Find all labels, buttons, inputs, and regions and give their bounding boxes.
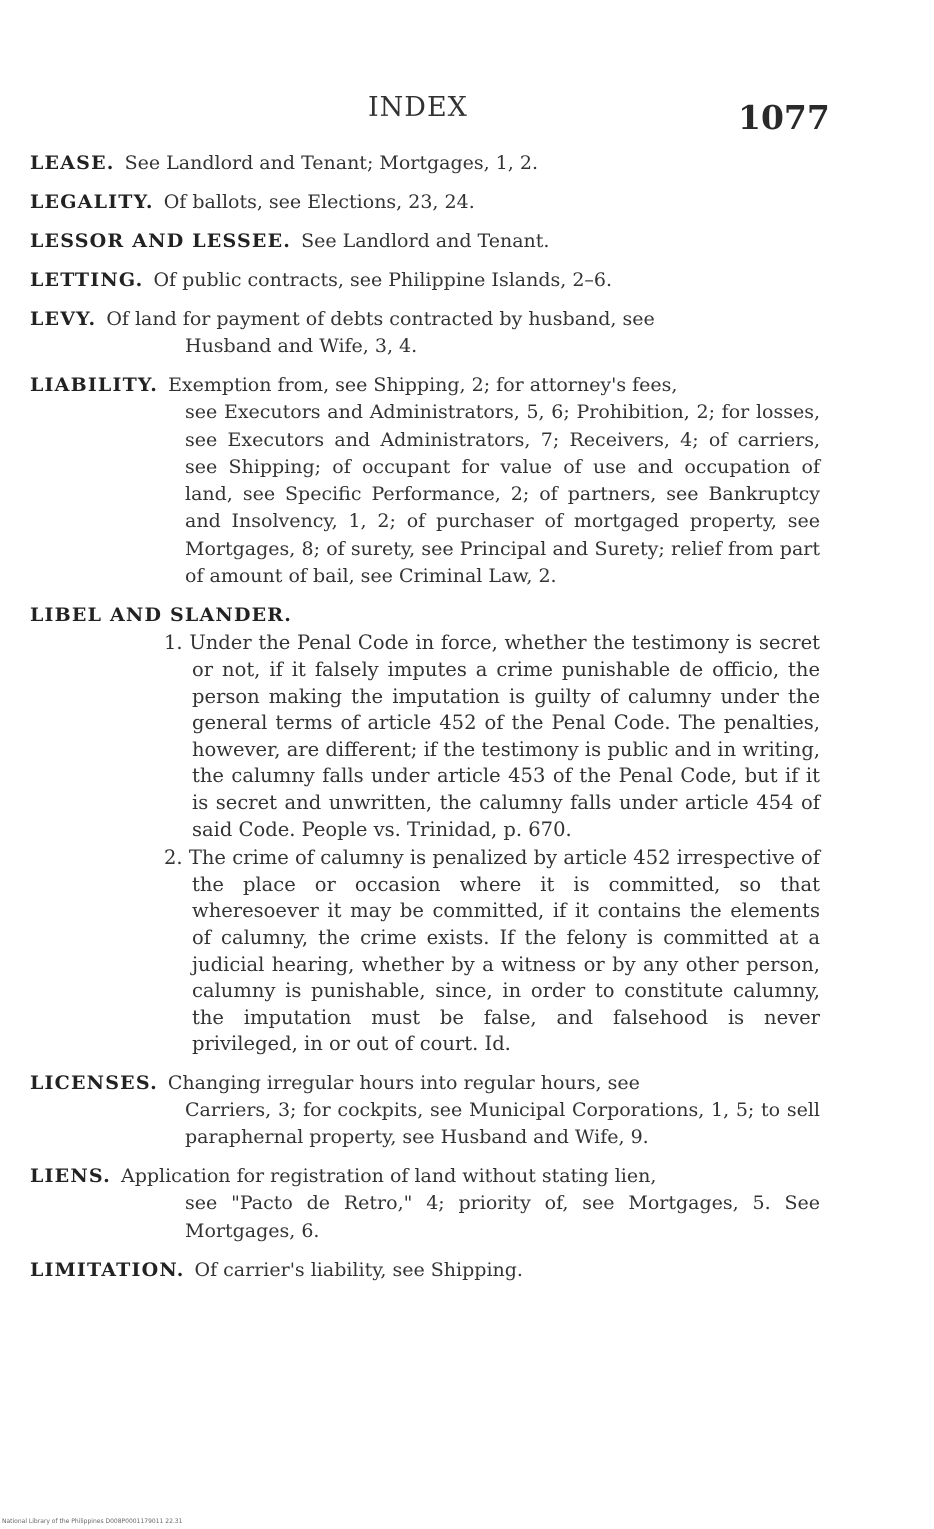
page-number: 1077: [738, 98, 830, 137]
entry-term: LICENSES.: [30, 1071, 158, 1094]
entry-term: LESSOR AND LESSEE.: [30, 230, 292, 252]
index-entry-liability: [30, 372, 820, 590]
entry-text: Changing irregular hours into regular hours, see: [167, 1071, 640, 1094]
entry-continuation: Husband and Wife, 3, 4.: [185, 335, 418, 357]
entry-continuation: Carriers, 3; for cockpits, see Municipal Corporations, 1, 5; to sell paraphernal property, see Husband and Wife, 9.: [185, 1098, 820, 1149]
entry-subparagraph: 2. The crime of calumny is penalized by article 452 irrespective of the place or occasion where it is committed, so that wheresoever it may be committed, if it contains the elements of calumny, the crime exists. If the felony is committed at a judicial hearing, whether by a witness or by any other person, calumny is punishable, since, in order to constitute calumny, the imputation must be false, and falsehood is never privileged, in or out of court. Id.: [164, 846, 820, 1056]
entry-text: Of carrier's liability, see Shipping.: [194, 1259, 523, 1282]
index-entry-levy: [30, 306, 820, 360]
entry-term: LETTING.: [30, 269, 144, 291]
entry-continuation: see Executors and Administrators, 5, 6; Prohibition, 2; for losses, see Executors and Administrators, 7; Receivers, 4; of carriers, see Shipping; of occupant for value of use and occupation of land, see Specific Performance, 2; of partners, see Bankruptcy and Insolvency, 1, 2; of purchaser of mortgaged property, see Mortgages, 8; of surety, see Principal and Surety; relief from part of amount of bail, see Criminal Law, 2.: [185, 401, 820, 588]
index-entry-licenses: [30, 1070, 820, 1152]
entry-text: See Landlord and Tenant; Mortgages, 1, 2.: [124, 152, 539, 174]
entry-term: LIENS.: [30, 1165, 111, 1188]
page-title: INDEX: [368, 92, 468, 123]
entry-text: Exemption from, see Shipping, 2; for attorney's fees,: [168, 374, 678, 397]
entry-text: See Landlord and Tenant.: [301, 230, 550, 252]
entry-term: LEGALITY.: [30, 191, 154, 213]
entry-term: LIMITATION.: [30, 1259, 185, 1282]
entry-term: LIABILITY.: [30, 374, 159, 397]
entry-term: LIBEL AND SLANDER.: [30, 604, 293, 627]
index-entry-lease: [30, 150, 820, 177]
index-entry-legality: [30, 189, 820, 216]
index-entries: [30, 150, 820, 1296]
entry-term: LEASE.: [30, 152, 115, 174]
index-entry-libel-and-slander: [30, 602, 820, 1058]
entry-text: Of ballots, see Elections, 23, 24.: [163, 191, 475, 213]
entry-term: LEVY.: [30, 308, 97, 330]
page-header: [0, 88, 934, 138]
entry-text: Application for registration of land without stating lien,: [120, 1165, 657, 1188]
index-entry-lessor-and-lessee: [30, 228, 820, 255]
index-entry-liens: [30, 1163, 820, 1245]
index-entry-limitation: [30, 1257, 820, 1284]
entry-text: Of public contracts, see Philippine Islands, 2–6.: [153, 269, 613, 291]
entry-subparagraph: 1. Under the Penal Code in force, whether the testimony is secret or not, if it falsely imputes a crime punishable de officio, the person making the imputation is guilty of calumny under the general terms of article 452 of the Penal Code. The penalties, however, are different; if the testimony is public and in writing, the calumny falls under article 453 of the Penal Code, but if it is secret and unwritten, the calumny falls under article 454 of said Code. People vs. Trinidad, p. 670.: [164, 631, 820, 841]
entry-continuation: see "Pacto de Retro," 4; priority of, see Mortgages, 5. See Mortgages, 6.: [185, 1192, 820, 1242]
scan-footer: National Library of the Philippines D008P0001179011 22.31: [2, 1518, 183, 1525]
index-entry-letting: [30, 267, 820, 294]
entry-text: Of land for payment of debts contracted by husband, see: [106, 308, 655, 330]
